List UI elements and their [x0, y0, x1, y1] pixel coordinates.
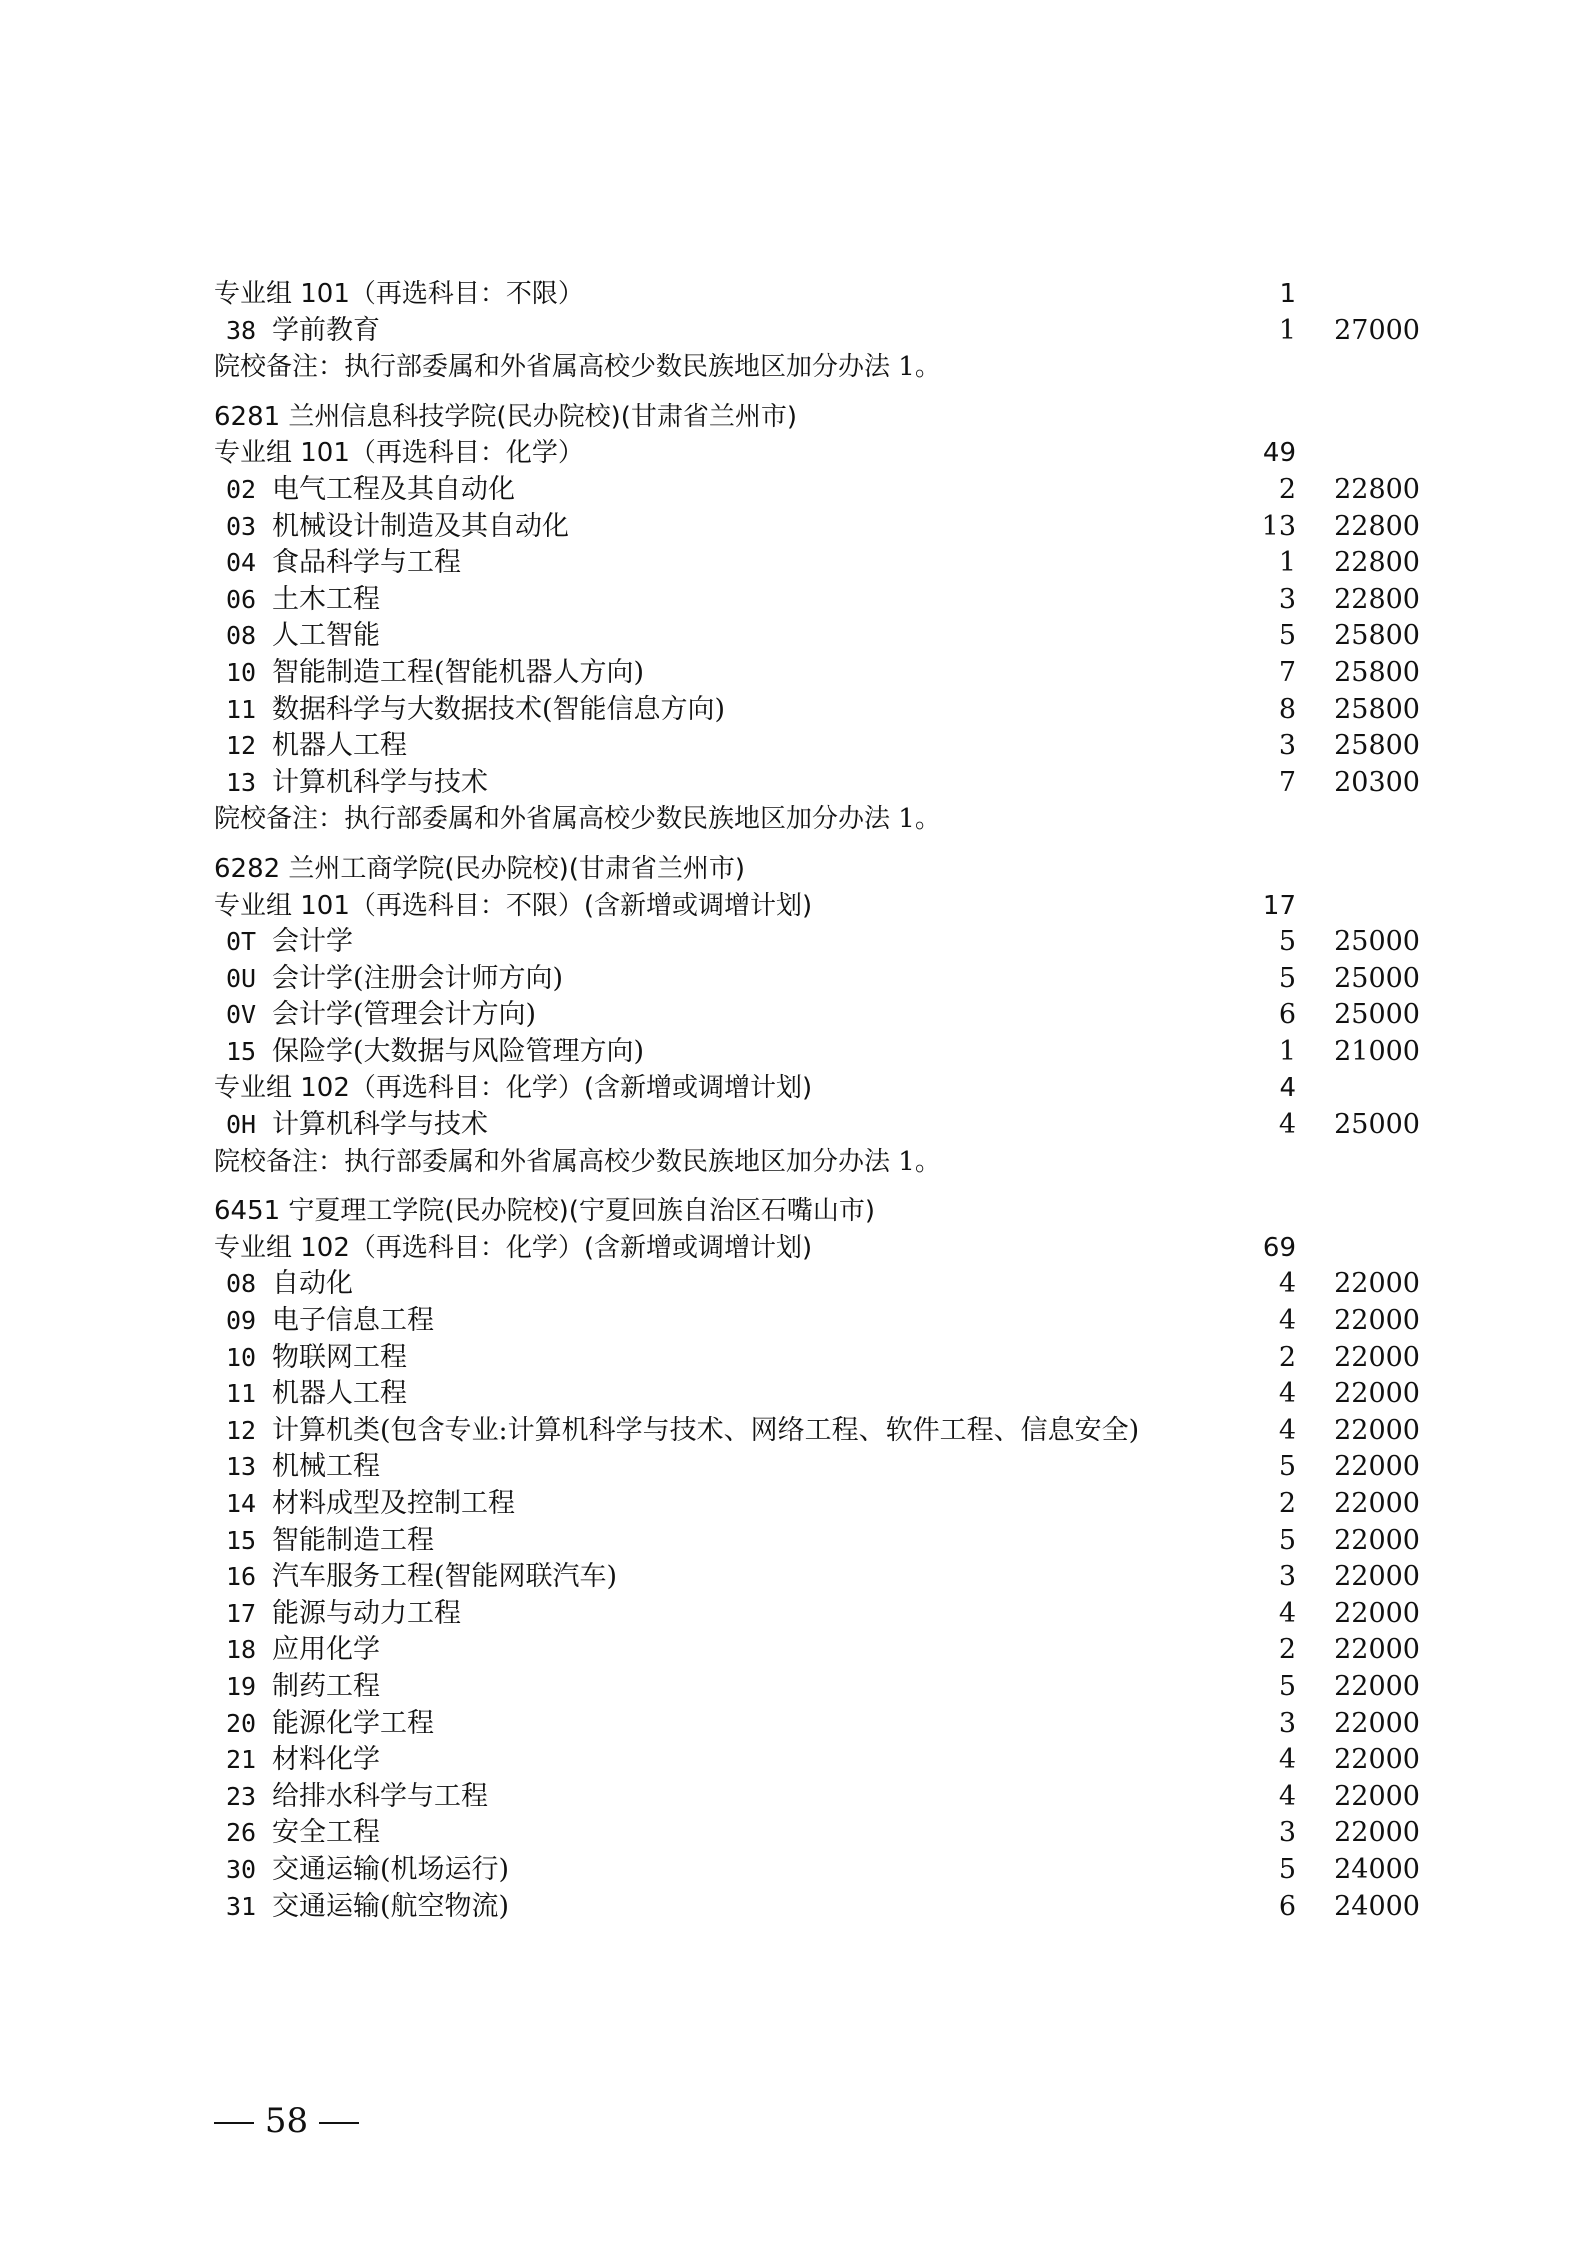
major-tuition: 21000 — [1334, 1035, 1420, 1067]
major-row — [0, 1034, 1587, 1071]
major-tuition: 22000 — [1334, 1561, 1420, 1593]
major-tuition: 25000 — [1334, 962, 1420, 994]
major-code: 02 — [226, 474, 257, 504]
major-plan-count: 7 — [1278, 656, 1296, 688]
major-name: 物联网工程 — [272, 1341, 407, 1373]
enrollment-plan-document — [0, 276, 1587, 1925]
major-code: 15 — [226, 1036, 257, 1066]
major-tuition: 24000 — [1334, 1853, 1420, 1885]
major-row — [0, 618, 1587, 655]
major-row — [0, 1742, 1587, 1779]
major-name: 智能制造工程 — [272, 1524, 434, 1556]
major-row — [0, 545, 1587, 582]
major-plan-count: 4 — [1278, 1414, 1296, 1446]
major-plan-count: 5 — [1278, 1451, 1296, 1483]
major-tuition: 22000 — [1334, 1670, 1420, 1702]
major-tuition: 25000 — [1334, 1109, 1420, 1141]
major-row — [0, 1706, 1587, 1743]
major-name: 数据科学与大数据技术(智能信息方向) — [272, 693, 726, 725]
remark-text: 执行部委属和外省属高校少数民族地区加分办法 1。 — [344, 352, 941, 383]
college-header — [0, 399, 1587, 436]
major-name: 机械工程 — [272, 1451, 380, 1483]
major-row — [0, 1107, 1587, 1144]
major-plan-count: 1 — [1278, 314, 1296, 346]
major-row — [0, 1449, 1587, 1486]
major-name: 自动化 — [272, 1268, 353, 1300]
major-name: 会计学(管理会计方向) — [272, 999, 537, 1031]
major-name: 会计学(注册会计师方向) — [272, 962, 564, 994]
major-row — [0, 1779, 1587, 1816]
major-name: 能源与动力工程 — [272, 1597, 461, 1629]
major-tuition: 22000 — [1334, 1744, 1420, 1776]
major-name: 保险学(大数据与风险管理方向) — [272, 1035, 645, 1067]
major-row — [0, 313, 1587, 350]
major-group-row — [0, 1230, 1587, 1267]
major-tuition: 22000 — [1334, 1378, 1420, 1410]
major-name: 会计学 — [272, 926, 353, 958]
major-row — [0, 765, 1587, 802]
remark-text: 执行部委属和外省属高校少数民族地区加分办法 1。 — [344, 1146, 941, 1177]
major-code: 19 — [226, 1671, 257, 1701]
college-header — [0, 1193, 1587, 1230]
major-code: 15 — [226, 1525, 257, 1555]
major-code: 18 — [226, 1635, 257, 1665]
major-plan-count: 3 — [1278, 1561, 1296, 1593]
major-plan-count: 4 — [1278, 1268, 1296, 1300]
major-code: 26 — [226, 1818, 257, 1848]
major-tuition: 22000 — [1334, 1488, 1420, 1519]
major-group-total: 1 — [1279, 279, 1296, 309]
major-code: 09 — [226, 1306, 257, 1336]
major-row — [0, 1413, 1587, 1450]
major-code: 14 — [226, 1489, 257, 1518]
major-tuition: 22000 — [1334, 1634, 1420, 1666]
major-row — [0, 1266, 1587, 1303]
major-code: 12 — [226, 1415, 257, 1445]
footer-dash-left — [214, 2122, 254, 2124]
major-code: 0U — [226, 963, 257, 993]
major-row — [0, 924, 1587, 961]
major-group-row — [0, 888, 1587, 925]
college-remark — [0, 801, 1587, 838]
major-code: 16 — [226, 1562, 257, 1592]
major-group-label: 专业组 102（再选科目：化学）(含新增或调增计划) — [214, 1232, 813, 1263]
major-plan-count: 4 — [1278, 1305, 1296, 1337]
major-name: 土木工程 — [272, 583, 380, 615]
major-name: 汽车服务工程(智能网联汽车) — [272, 1561, 618, 1593]
major-row — [0, 1303, 1587, 1340]
major-plan-count: 4 — [1278, 1109, 1296, 1141]
major-tuition: 22000 — [1334, 1780, 1420, 1812]
major-tuition: 22000 — [1334, 1414, 1420, 1446]
page-footer — [214, 2101, 359, 2141]
major-plan-count: 1 — [1278, 547, 1296, 579]
major-plan-count: 7 — [1278, 766, 1296, 798]
remark-label: 院校备注： — [214, 352, 345, 383]
major-row — [0, 692, 1587, 729]
major-name: 材料成型及控制工程 — [272, 1488, 515, 1519]
major-tuition: 22000 — [1334, 1268, 1420, 1300]
major-group-total: 17 — [1262, 890, 1296, 921]
major-tuition: 25800 — [1334, 693, 1420, 725]
major-plan-count: 4 — [1278, 1378, 1296, 1410]
major-row — [0, 1815, 1587, 1852]
college-remark-line — [214, 1144, 941, 1181]
major-name: 电子信息工程 — [272, 1305, 434, 1337]
major-name: 材料化学 — [272, 1744, 380, 1776]
major-code: 10 — [226, 1342, 257, 1372]
major-plan-count: 2 — [1278, 1634, 1296, 1666]
college-header-text: 6451 宁夏理工学院(民办院校)(宁夏回族自治区石嘴山市) — [214, 1196, 876, 1227]
major-code: 17 — [226, 1598, 257, 1628]
major-plan-count: 4 — [1278, 1780, 1296, 1812]
major-code: 21 — [226, 1745, 257, 1775]
major-plan-count: 3 — [1278, 583, 1296, 615]
major-group-label: 专业组 101（再选科目：不限） — [214, 279, 584, 309]
major-name: 能源化学工程 — [272, 1707, 434, 1739]
major-name: 计算机科学与技术 — [272, 766, 488, 798]
major-plan-count: 2 — [1278, 473, 1296, 505]
major-tuition: 22000 — [1334, 1597, 1420, 1629]
major-tuition: 20300 — [1334, 766, 1420, 798]
major-name: 机械设计制造及其自动化 — [272, 510, 569, 542]
major-tuition: 22800 — [1334, 547, 1420, 579]
major-name: 人工智能 — [272, 620, 380, 652]
major-row — [0, 728, 1587, 765]
major-row — [0, 582, 1587, 619]
major-plan-count: 5 — [1278, 1853, 1296, 1885]
major-code: 08 — [226, 621, 257, 651]
major-tuition: 27000 — [1334, 314, 1420, 346]
college-remark-line — [214, 349, 941, 386]
major-name: 机器人工程 — [272, 730, 407, 762]
major-group-total: 4 — [1279, 1073, 1296, 1104]
major-tuition: 24000 — [1334, 1890, 1420, 1922]
major-code: 06 — [226, 584, 257, 614]
major-row — [0, 1596, 1587, 1633]
major-plan-count: 6 — [1278, 1890, 1296, 1922]
major-plan-count: 1 — [1278, 1035, 1296, 1067]
college-header — [0, 851, 1587, 888]
major-code: 0H — [226, 1110, 257, 1140]
college-header-text: 6282 兰州工商学院(民办院校)(甘肃省兰州市) — [214, 853, 746, 884]
major-code: 0V — [226, 1000, 257, 1030]
major-group-total: 69 — [1262, 1232, 1296, 1263]
major-group-row — [0, 435, 1587, 472]
major-tuition: 22000 — [1334, 1817, 1420, 1849]
page-number: 58 — [264, 2101, 309, 2141]
major-name: 安全工程 — [272, 1817, 380, 1849]
major-row — [0, 472, 1587, 509]
remark-label: 院校备注： — [214, 1146, 345, 1177]
major-group-row — [0, 276, 1587, 313]
major-plan-count: 4 — [1278, 1744, 1296, 1776]
major-code: 0T — [226, 927, 257, 957]
major-plan-count: 8 — [1278, 693, 1296, 725]
major-plan-count: 4 — [1278, 1597, 1296, 1629]
college-remark — [0, 1144, 1587, 1181]
footer-dash-right — [319, 2122, 359, 2124]
major-row — [0, 1376, 1587, 1413]
major-tuition: 22800 — [1334, 510, 1420, 542]
major-plan-count: 5 — [1278, 620, 1296, 652]
major-name: 交通运输(机场运行) — [272, 1853, 510, 1885]
major-row — [0, 655, 1587, 692]
major-name: 计算机类(包含专业:计算机科学与技术、网络工程、软件工程、信息安全) — [272, 1414, 1140, 1446]
major-tuition: 25800 — [1334, 730, 1420, 762]
major-tuition: 22000 — [1334, 1524, 1420, 1556]
major-plan-count: 5 — [1278, 926, 1296, 958]
major-code: 04 — [226, 548, 257, 578]
major-name: 制药工程 — [272, 1670, 380, 1702]
major-row — [0, 997, 1587, 1034]
major-code: 13 — [226, 767, 257, 797]
major-plan-count: 5 — [1278, 1670, 1296, 1702]
major-code: 31 — [226, 1891, 257, 1921]
major-name: 计算机科学与技术 — [272, 1109, 488, 1141]
major-code: 12 — [226, 731, 257, 761]
major-plan-count: 5 — [1278, 1524, 1296, 1556]
major-plan-count: 13 — [1261, 510, 1296, 542]
major-row — [0, 1340, 1587, 1377]
college-remark — [0, 349, 1587, 386]
major-group-label: 专业组 101（再选科目：化学） — [214, 438, 584, 469]
major-tuition: 22800 — [1334, 473, 1420, 505]
college-header-text: 6281 兰州信息科技学院(民办院校)(甘肃省兰州市) — [214, 401, 798, 432]
remark-label: 院校备注： — [214, 804, 345, 835]
major-row — [0, 1852, 1587, 1889]
major-name: 给排水科学与工程 — [272, 1780, 488, 1812]
major-tuition: 22000 — [1334, 1451, 1420, 1483]
major-plan-count: 3 — [1278, 1817, 1296, 1849]
major-code: 20 — [226, 1708, 257, 1738]
major-tuition: 22000 — [1334, 1305, 1420, 1337]
major-plan-count: 6 — [1278, 999, 1296, 1031]
major-tuition: 25000 — [1334, 999, 1420, 1031]
major-code: 11 — [226, 694, 257, 724]
major-code: 11 — [226, 1379, 257, 1409]
major-plan-count: 3 — [1278, 1707, 1296, 1739]
major-row — [0, 1523, 1587, 1560]
major-tuition: 25800 — [1334, 620, 1420, 652]
major-name: 电气工程及其自动化 — [272, 473, 515, 505]
major-code: 03 — [226, 511, 257, 541]
major-group-total: 49 — [1262, 438, 1296, 469]
major-group-label: 专业组 101（再选科目：不限）(含新增或调增计划) — [214, 890, 813, 921]
college-remark-line — [214, 801, 941, 838]
major-name: 交通运输(航空物流) — [272, 1890, 510, 1922]
major-code: 30 — [226, 1854, 257, 1884]
major-row — [0, 1889, 1587, 1926]
major-code: 10 — [226, 657, 257, 687]
major-plan-count: 2 — [1278, 1488, 1296, 1519]
major-plan-count: 5 — [1278, 962, 1296, 994]
major-name: 机器人工程 — [272, 1378, 407, 1410]
major-row — [0, 509, 1587, 546]
major-row — [0, 1669, 1587, 1706]
major-tuition: 22000 — [1334, 1341, 1420, 1373]
major-group-row — [0, 1070, 1587, 1107]
major-code: 13 — [226, 1452, 257, 1482]
major-name: 学前教育 — [272, 314, 380, 346]
major-tuition: 22000 — [1334, 1707, 1420, 1739]
major-name: 应用化学 — [272, 1634, 380, 1666]
major-code: 23 — [226, 1781, 257, 1811]
remark-text: 执行部委属和外省属高校少数民族地区加分办法 1。 — [344, 804, 941, 835]
major-group-label: 专业组 102（再选科目：化学）(含新增或调增计划) — [214, 1073, 813, 1104]
major-row — [0, 1486, 1587, 1523]
major-plan-count: 3 — [1278, 730, 1296, 762]
major-plan-count: 2 — [1278, 1341, 1296, 1373]
major-row — [0, 961, 1587, 998]
major-name: 智能制造工程(智能机器人方向) — [272, 656, 645, 688]
major-code: 38 — [226, 315, 257, 345]
major-row — [0, 1559, 1587, 1596]
major-tuition: 25800 — [1334, 656, 1420, 688]
major-row — [0, 1632, 1587, 1669]
major-name: 食品科学与工程 — [272, 547, 461, 579]
major-code: 08 — [226, 1269, 257, 1299]
major-tuition: 25000 — [1334, 926, 1420, 958]
major-tuition: 22800 — [1334, 583, 1420, 615]
